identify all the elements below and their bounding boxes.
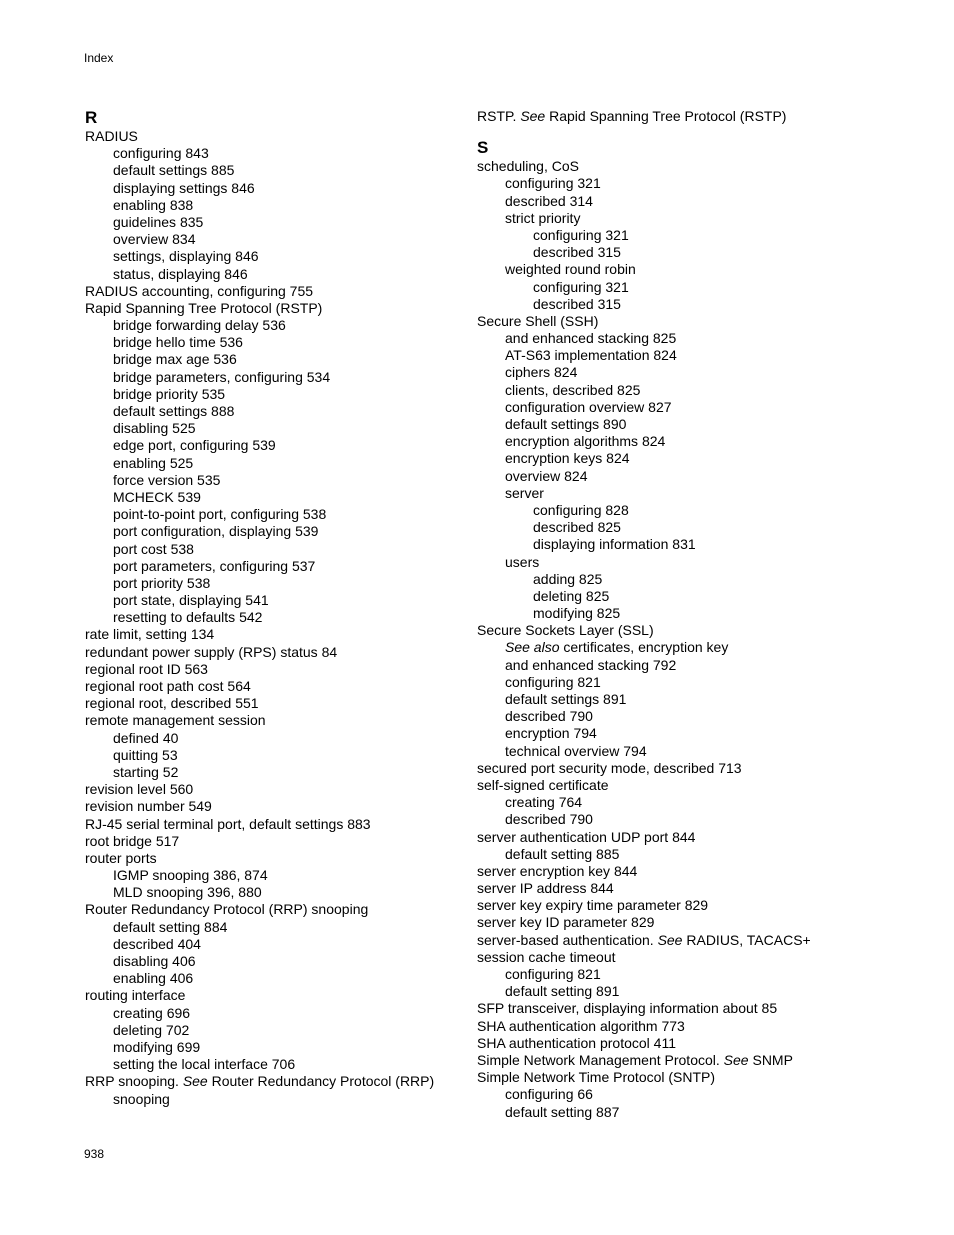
index-entry: routing interface bbox=[85, 987, 186, 1004]
index-subentry: configuring 821 bbox=[505, 673, 601, 690]
index-entry: session cache timeout bbox=[477, 948, 616, 965]
index-subentry: described 315 bbox=[533, 244, 621, 261]
index-entry: SFP transceiver, displaying information about 85 bbox=[477, 1000, 778, 1017]
index-subentry: force version 535 bbox=[113, 471, 221, 488]
index-subentry: overview 824 bbox=[505, 467, 588, 484]
entry-text: RRP snooping. bbox=[85, 1073, 183, 1090]
index-subentry: AT-S63 implementation 824 bbox=[505, 347, 677, 364]
index-subentry: ciphers 824 bbox=[505, 364, 578, 381]
index-subentry: configuring 321 bbox=[533, 226, 629, 243]
index-entry: router ports bbox=[85, 849, 157, 866]
index-subentry: starting 52 bbox=[113, 763, 179, 780]
index-entry: remote management session bbox=[85, 712, 266, 729]
see-reference: See bbox=[723, 1051, 749, 1068]
index-entry: revision number 549 bbox=[85, 798, 212, 815]
index-subentry: default setting 887 bbox=[505, 1103, 620, 1120]
index-entry bbox=[477, 932, 857, 949]
index-subentry: enabling 838 bbox=[113, 196, 194, 213]
index-entry: RJ-45 serial terminal port, default settings 883 bbox=[85, 815, 371, 832]
index-column-left bbox=[85, 108, 465, 1108]
index-subentry: described 404 bbox=[113, 935, 201, 952]
index-subentry: port configuration, displaying 539 bbox=[113, 523, 319, 540]
index-subentry: described 790 bbox=[505, 708, 593, 725]
index-subentry: described 315 bbox=[533, 295, 621, 312]
index-subentry: weighted round robin bbox=[505, 261, 636, 278]
index-letter-heading: S bbox=[477, 138, 489, 158]
index-subentry: defined 40 bbox=[113, 729, 179, 746]
index-entry: Simple Network Time Protocol (SNTP) bbox=[477, 1069, 716, 1086]
see-reference: See also bbox=[505, 639, 560, 656]
reference-target: RADIUS, TACACS+ bbox=[682, 931, 811, 948]
index-entry: regional root, described 551 bbox=[85, 695, 259, 712]
index-subentry: creating 764 bbox=[505, 794, 583, 811]
index-subentry: port priority 538 bbox=[113, 574, 211, 591]
index-entry: RADIUS bbox=[85, 128, 138, 144]
index-subentry: configuring 843 bbox=[113, 145, 209, 162]
index-subentry: settings, displaying 846 bbox=[113, 248, 259, 265]
index-subentry: displaying information 831 bbox=[533, 536, 696, 553]
index-subentry: displaying settings 846 bbox=[113, 179, 255, 196]
index-entry: server authentication UDP port 844 bbox=[477, 828, 696, 845]
index-subentry: configuring 821 bbox=[505, 966, 601, 982]
index-subentry: encryption keys 824 bbox=[505, 450, 630, 467]
index-subentry: described 825 bbox=[533, 519, 621, 536]
index-subentry: port parameters, configuring 537 bbox=[113, 557, 316, 574]
reference-target: Rapid Spanning Tree Protocol (RSTP) bbox=[545, 108, 787, 124]
index-subentry: port state, displaying 541 bbox=[113, 592, 269, 609]
index-subentry: snooping bbox=[113, 1090, 170, 1107]
index-entry: server IP address 844 bbox=[477, 880, 614, 897]
index-subentry: configuring 66 bbox=[505, 1086, 593, 1103]
index-entry: Secure Sockets Layer (SSL) bbox=[477, 622, 654, 639]
reference-target: certificates, encryption key bbox=[559, 639, 729, 656]
index-subentry: edge port, configuring 539 bbox=[113, 437, 276, 454]
index-subentry: encryption 794 bbox=[505, 725, 597, 742]
page-number: 938 bbox=[84, 1147, 105, 1161]
index-subentry: configuring 321 bbox=[533, 278, 629, 295]
index-entry bbox=[85, 1073, 465, 1090]
index-subentry: technical overview 794 bbox=[505, 742, 647, 759]
index-subentry: default setting 884 bbox=[113, 918, 228, 935]
index-subentry: overview 834 bbox=[113, 231, 196, 248]
index-subentry: and enhanced stacking 792 bbox=[505, 656, 677, 673]
index-subentry: configuring 828 bbox=[533, 501, 629, 518]
index-subentry: MCHECK 539 bbox=[113, 488, 201, 505]
reference-target: SNMP bbox=[748, 1051, 793, 1068]
index-subentry: clients, described 825 bbox=[505, 381, 641, 398]
index-entry: SHA authentication protocol 411 bbox=[477, 1034, 676, 1051]
index-subentry: default settings 888 bbox=[113, 403, 235, 419]
index-subentry: default setting 891 bbox=[505, 983, 620, 1000]
index-letter-heading: R bbox=[85, 108, 98, 127]
index-entry: regional root ID 563 bbox=[85, 660, 208, 677]
index-subentry: guidelines 835 bbox=[113, 213, 204, 230]
index-subentry: described 314 bbox=[505, 192, 593, 209]
index-subentry: disabling 525 bbox=[113, 420, 196, 437]
see-reference: See bbox=[520, 108, 546, 124]
index-subentry: deleting 702 bbox=[113, 1021, 190, 1038]
index-entry: Router Redundancy Protocol (RRP) snooping bbox=[85, 901, 369, 918]
index-subentry: encryption algorithms 824 bbox=[505, 433, 666, 450]
index-entry: revision level 560 bbox=[85, 781, 194, 798]
index-subentry: modifying 699 bbox=[113, 1038, 201, 1055]
index-entry: rate limit, setting 134 bbox=[85, 626, 215, 643]
index-subentry: described 790 bbox=[505, 811, 593, 828]
index-entry: server key expiry time parameter 829 bbox=[477, 897, 709, 914]
entry-text: RSTP. bbox=[477, 108, 521, 124]
index-subentry: configuring 321 bbox=[505, 175, 601, 192]
index-subentry: deleting 825 bbox=[533, 587, 610, 604]
index-subentry: bridge hello time 536 bbox=[113, 334, 243, 351]
index-entry: Rapid Spanning Tree Protocol (RSTP) bbox=[85, 299, 323, 316]
index-column-right bbox=[477, 108, 857, 1121]
index-entry: self-signed certificate bbox=[477, 776, 609, 793]
entry-text: Simple Network Management Protocol. bbox=[477, 1051, 724, 1068]
index-entry: server key ID parameter 829 bbox=[477, 914, 655, 931]
index-entry: server encryption key 844 bbox=[477, 862, 638, 879]
index-entry: Secure Shell (SSH) bbox=[477, 312, 599, 329]
index-subentry: status, displaying 846 bbox=[113, 265, 248, 282]
index-subentry: default settings 891 bbox=[505, 691, 627, 707]
index-subentry: setting the local interface 706 bbox=[113, 1056, 296, 1073]
index-subentry: enabling 525 bbox=[113, 454, 194, 471]
index-subentry: configuration overview 827 bbox=[505, 398, 672, 415]
index-entry bbox=[477, 108, 857, 125]
index-subentry: default settings 890 bbox=[505, 416, 627, 432]
index-subentry: enabling 406 bbox=[113, 970, 194, 987]
index-subentry bbox=[477, 639, 857, 656]
see-reference: See bbox=[182, 1073, 208, 1090]
index-subentry: IGMP snooping 386, 874 bbox=[113, 867, 268, 884]
index-entry: secured port security mode, described 713 bbox=[477, 759, 742, 776]
index-subentry: bridge max age 536 bbox=[113, 351, 237, 368]
index-subentry: disabling 406 bbox=[113, 953, 196, 969]
entry-text: server-based authentication. bbox=[477, 931, 658, 948]
index-subentry: bridge forwarding delay 536 bbox=[113, 317, 286, 334]
index-subentry: creating 696 bbox=[113, 1004, 191, 1021]
index-subentry: users bbox=[505, 553, 540, 570]
index-subentry: point-to-point port, configuring 538 bbox=[113, 506, 327, 523]
index-subentry: bridge priority 535 bbox=[113, 385, 226, 402]
index-subentry: server bbox=[505, 484, 544, 501]
index-subentry: default setting 885 bbox=[505, 845, 620, 862]
index-entry: regional root path cost 564 bbox=[85, 678, 251, 694]
index-subentry: quitting 53 bbox=[113, 746, 178, 763]
index-subentry: adding 825 bbox=[533, 570, 603, 587]
index-subentry: port cost 538 bbox=[113, 540, 194, 557]
index-entry: SHA authentication algorithm 773 bbox=[477, 1017, 685, 1034]
index-entry: RADIUS accounting, configuring 755 bbox=[85, 282, 314, 299]
index-subentry: MLD snooping 396, 880 bbox=[113, 884, 262, 901]
index-subentry: strict priority bbox=[505, 209, 581, 226]
index-subentry: and enhanced stacking 825 bbox=[505, 330, 677, 347]
see-reference: See bbox=[657, 931, 683, 948]
index-subentry: modifying 825 bbox=[533, 605, 621, 622]
index-subentry: bridge parameters, configuring 534 bbox=[113, 368, 331, 385]
index-subentry: default settings 885 bbox=[113, 162, 235, 179]
index-entry: scheduling, CoS bbox=[477, 158, 579, 175]
index-entry bbox=[477, 1052, 857, 1069]
running-header: Index bbox=[84, 51, 114, 65]
index-entry: redundant power supply (RPS) status 84 bbox=[85, 643, 338, 660]
reference-target: Router Redundancy Protocol (RRP) bbox=[207, 1073, 435, 1090]
index-entry: root bridge 517 bbox=[85, 832, 180, 849]
index-subentry: resetting to defaults 542 bbox=[113, 609, 263, 626]
